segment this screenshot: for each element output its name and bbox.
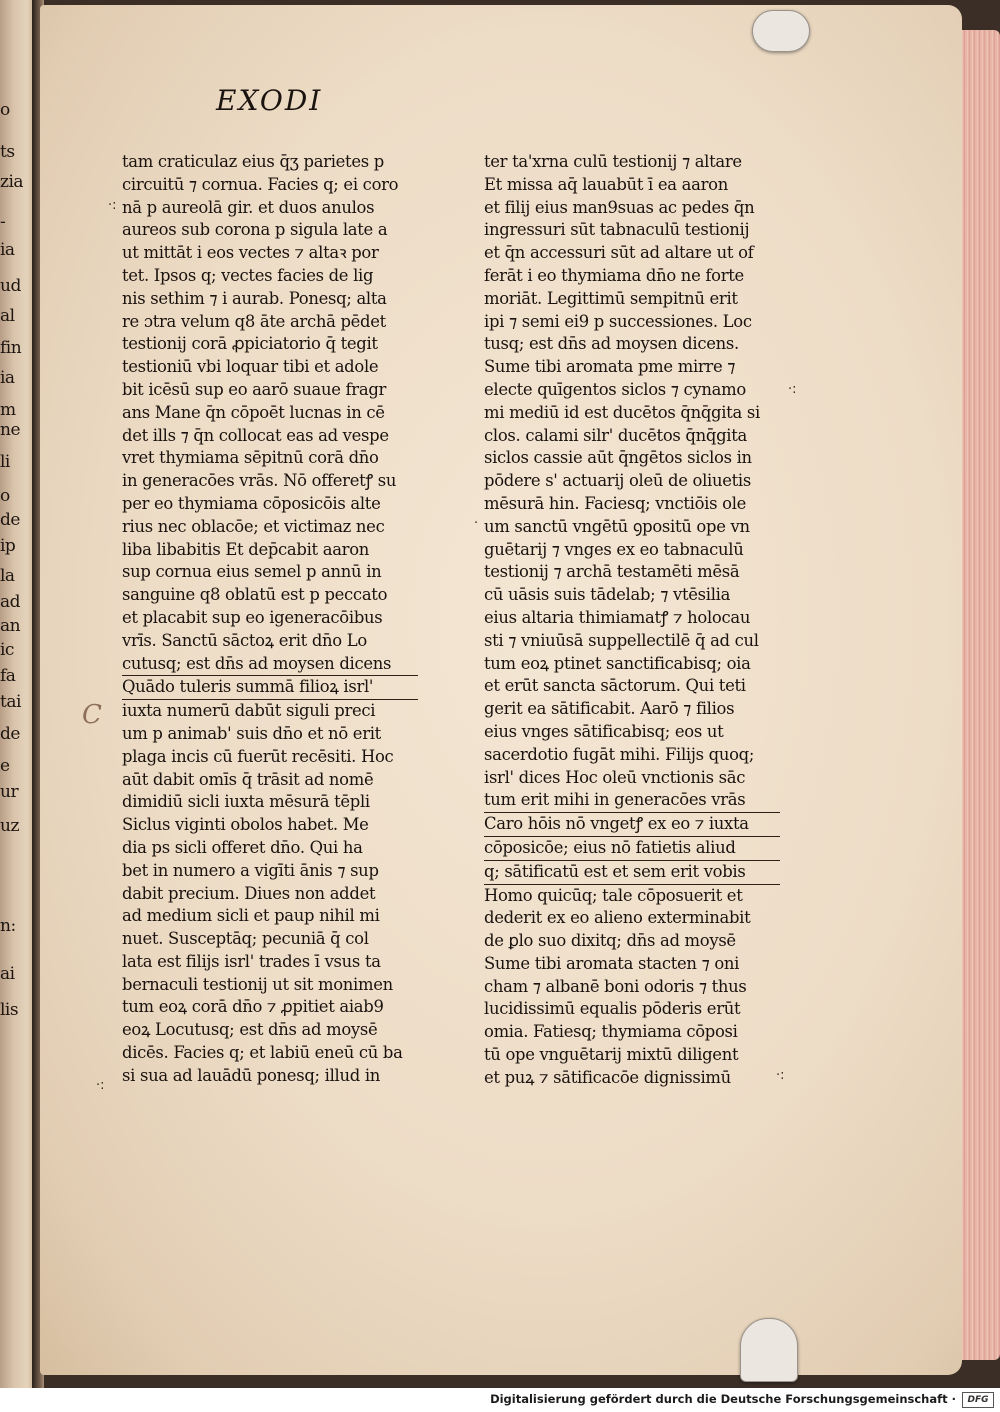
text-line: moriāt. Legittimū sempitnū erit: [484, 288, 738, 308]
left-page-fragment: lis: [0, 1000, 19, 1020]
text-line: de ꝑlo suo dixitq; dn̄s ad moysē: [484, 931, 736, 951]
text-line: tusq; est dn̄s ad moysen dicens.: [484, 334, 739, 354]
left-page-fragment: e: [0, 756, 10, 776]
text-line: ipi ⁊ semi ei9 p successiones. Loc: [484, 311, 752, 331]
left-page-fragment: an: [0, 616, 21, 636]
text-line: ans Mane q̄n cōpoēt lucnas in cē: [122, 402, 385, 422]
text-line: ferāt i eo thymiama dn̄o ne forte: [484, 265, 744, 285]
text-line: Sume tibi aromata stacten ⁊ oni: [484, 953, 740, 973]
text-line: si sua ad lauādū ponesq; illud in: [122, 1065, 381, 1085]
text-line: Siclus viginti obolos habet. Me: [122, 815, 369, 835]
text-line: det ills ⁊ q̄n collocat eas ad vespe: [122, 425, 389, 445]
text-line: guētarij ⁊ vnges ex eo tabnaculū: [484, 539, 744, 559]
text-line: bernaculi testionij ut sit monimen: [122, 974, 393, 994]
text-line: tam craticulaz eius q̄ʒ parietes p: [122, 152, 384, 171]
text-line: nis sethim ⁊ i aurab. Ponesq; alta: [122, 288, 387, 308]
text-line: nā p aureolā gir. et duos anulos: [122, 197, 375, 217]
left-page-fragment: ia: [0, 368, 15, 388]
margin-mark: ·:: [776, 1068, 785, 1083]
left-page-fragment: ne: [0, 420, 21, 440]
text-line: eoꝝ Locutusq; est dn̄s ad moysē: [122, 1020, 378, 1040]
text-line: tet. Ipsos q; vectes facies de lig: [122, 265, 374, 285]
text-line: et filij eius man9suas ac pedes q̄n: [484, 197, 755, 217]
left-page-fragment: ip: [0, 536, 16, 556]
text-line: in generacōes vrās. Nō offeretꝭ su: [122, 471, 397, 491]
text-line: ingressuri sūt tabnaculū testionij: [484, 220, 750, 240]
credit-bar: [0, 1388, 1000, 1412]
text-line: Et missa aq̄ lauabūt ī ea aaron: [484, 174, 728, 194]
text-line: q; sātificatū est et sem erit vobis: [484, 861, 780, 885]
text-line: sti ⁊ vniuūsā suppellectilē q̄ ad cul: [484, 630, 759, 650]
text-line: ut mittāt i eos vectes ⁊ altaꝛ por: [122, 243, 379, 263]
text-line: tum eoꝝ corā dn̄o ⁊ ꝓpitiet aiab9: [122, 997, 384, 1017]
left-page-fragment: ic: [0, 640, 14, 660]
text-line: Quādo tuleris summā filioꝝ isrl': [122, 676, 418, 700]
text-line: eius altaria thimiamatꝭ ⁊ holocau: [484, 607, 751, 627]
text-line: clos. calami silr' ducētos q̄nq̄gita: [484, 425, 747, 445]
text-line: sup cornua eius semel p annū in: [122, 562, 382, 582]
text-line: siclos cassie aūt q̄ngētos siclos in: [484, 448, 752, 468]
text-column-right: [484, 151, 780, 1090]
text-line: nuet. Susceptāq; pecuniā q̄ col: [122, 929, 369, 949]
text-line: mēsurā hin. Faciesq; vnctiōis ole: [484, 493, 747, 513]
text-line: aureos sub corona p sigula late a: [122, 220, 388, 240]
text-line: testionij corā ꝓpiciatorio q̄ tegit: [122, 334, 378, 354]
text-line: testionij ⁊ archā testamēti mēsā: [484, 562, 740, 582]
page-clip-top: [752, 10, 810, 52]
margin-mark: ·:: [108, 198, 117, 213]
text-line: liba libabitis Et dep̄cabit aaron: [122, 539, 370, 559]
text-line: et puꝝ ⁊ sātificacōe dignissimū: [484, 1067, 731, 1087]
text-line: testioniū vbi loquar tibi et adole: [122, 357, 379, 377]
text-line: re ɔtra velum q8 āte archā pēdet: [122, 311, 386, 331]
text-line: rius nec oblacōe; et victimaz nec: [122, 516, 385, 536]
margin-mark: ·: [474, 516, 479, 531]
text-line: cutusq; est dn̄s ad moysen dicens: [122, 653, 418, 677]
left-page-fragment: zia: [0, 172, 24, 192]
text-line: lata est filijs isrl' trades ī vsus ta: [122, 951, 381, 971]
left-page-fragment: ai: [0, 964, 15, 984]
left-page-fragment: n:: [0, 916, 16, 936]
dfg-logo: DFG: [962, 1392, 994, 1408]
text-line: et placabit sup eo igeneracōibus: [122, 607, 383, 627]
left-page-fragment: -: [0, 212, 6, 232]
text-line: dimidiū sicli iuxta mēsurā tēpli: [122, 792, 370, 812]
left-page-fragment: tai: [0, 692, 21, 712]
text-line: electe quīgentos siclos ⁊ cynamo: [484, 379, 746, 399]
text-line: ad medium sicli et paup nihil mi: [122, 906, 380, 926]
left-page-fragment: de: [0, 510, 20, 530]
text-line: Sume tibi aromata pme mirre ⁊: [484, 357, 736, 377]
text-line: plaga incis cū fuerūt recēsiti. Hoc: [122, 746, 394, 766]
text-line: et erūt sancta sāctorum. Qui teti: [484, 676, 746, 696]
text-line: pōdere s' actuarij oleū de oliuetis: [484, 471, 751, 491]
left-page-fragment: m: [0, 400, 16, 420]
left-page-fragment: al: [0, 306, 15, 326]
text-line: cū uāsis suis tādelab; ⁊ vtēsilia: [484, 585, 731, 605]
left-page-fragment: fin: [0, 338, 22, 358]
text-line: Caro hōis nō vngetꝭ ex eo ⁊ iuxta: [484, 813, 780, 837]
text-line: omia. Fatiesq; thymiama cōposi: [484, 1022, 738, 1042]
left-page-fragment: de: [0, 724, 20, 744]
text-line: ter ta'xrna culū testionij ⁊ altare: [484, 152, 742, 171]
funding-credit: Digitalisierung gefördert durch die Deutsche Forschungsgemeinschaft ·: [490, 1392, 956, 1406]
left-page-fragment: ad: [0, 592, 21, 612]
text-line: et q̄n accessuri sūt ad altare ut of: [484, 243, 754, 263]
text-line: iuxta numerū dabūt siguli preci: [122, 701, 376, 721]
text-line: tum eoꝝ ptinet sanctificabisq; oia: [484, 653, 751, 673]
text-line: eius vnges sātificabisq; eos ut: [484, 721, 724, 741]
text-line: isrl' dices Hoc oleū vnctionis sāc: [484, 767, 746, 787]
text-line: um sanctū vngētū ꝯpositū ope vn: [484, 516, 750, 536]
text-line: Homo quicūq; tale cōposuerit et: [484, 885, 743, 905]
page-clip-bottom: [740, 1318, 798, 1382]
left-facing-page: [0, 0, 34, 1388]
marginal-initial: C: [82, 700, 102, 730]
left-page-fragment: li: [0, 452, 10, 472]
left-page-fragment: uz: [0, 816, 19, 836]
text-column-left: [122, 151, 418, 1088]
left-page-fragment: ts: [0, 142, 15, 162]
text-line: tum erit mihi in generacōes vrās: [484, 789, 780, 813]
text-line: mi mediū id est ducētos q̄nq̄gita si: [484, 402, 760, 422]
text-line: bet in numero a vigīti ānis ⁊ sup: [122, 860, 379, 880]
text-line: aūt dabit omīs q̄ trāsit ad nomē: [122, 769, 374, 789]
left-page-fragment: o: [0, 486, 10, 506]
running-title: EXODI: [216, 84, 323, 117]
text-line: gerit ea sātificabit. Aarō ⁊ filios: [484, 699, 735, 719]
text-line: vrīs. Sanctū sāctoꝝ erit dn̄o Lo: [122, 630, 367, 650]
text-line: um p animab' suis dn̄o et nō erit: [122, 723, 381, 743]
left-page-fragment: ud: [0, 276, 21, 296]
text-line: vret thymiama sēpitnū corā dn̄o: [122, 448, 379, 468]
text-line: sanguine q8 oblatū est p peccato: [122, 585, 388, 605]
margin-mark: ·:: [788, 382, 797, 397]
margin-mark: ·:: [96, 1078, 105, 1093]
text-line: dia ps sicli offeret dn̄o. Qui ha: [122, 837, 363, 857]
text-line: bit icēsū sup eo aarō suaue fragr: [122, 379, 387, 399]
text-line: per eo thymiama cōposicōis alte: [122, 493, 381, 513]
left-page-fragment: ur: [0, 782, 19, 802]
left-page-fragment: o: [0, 100, 10, 120]
text-line: cōposicōe; eius nō fatietis aliud: [484, 837, 780, 861]
text-line: lucidissimū equalis pōderis erūt: [484, 999, 741, 1019]
left-page-fragment: la: [0, 566, 15, 586]
text-line: circuitū ⁊ cornua. Facies q; ei coro: [122, 174, 399, 194]
text-line: sacerdotio fugāt mihi. Filijs quoq;: [484, 744, 755, 764]
text-line: dederit ex eo alieno exterminabit: [484, 908, 751, 928]
left-page-fragment: fa: [0, 666, 16, 686]
text-line: cham ⁊ albanē boni odoris ⁊ thus: [484, 976, 747, 996]
text-line: dicēs. Facies q; et labiū eneū cū ba: [122, 1043, 403, 1063]
left-page-fragment: ia: [0, 240, 15, 260]
page-fore-edge: [956, 30, 1000, 1360]
text-line: dabit precium. Diues non addet: [122, 883, 376, 903]
text-line: tū ope vnguētarij mixtū diligent: [484, 1045, 739, 1065]
